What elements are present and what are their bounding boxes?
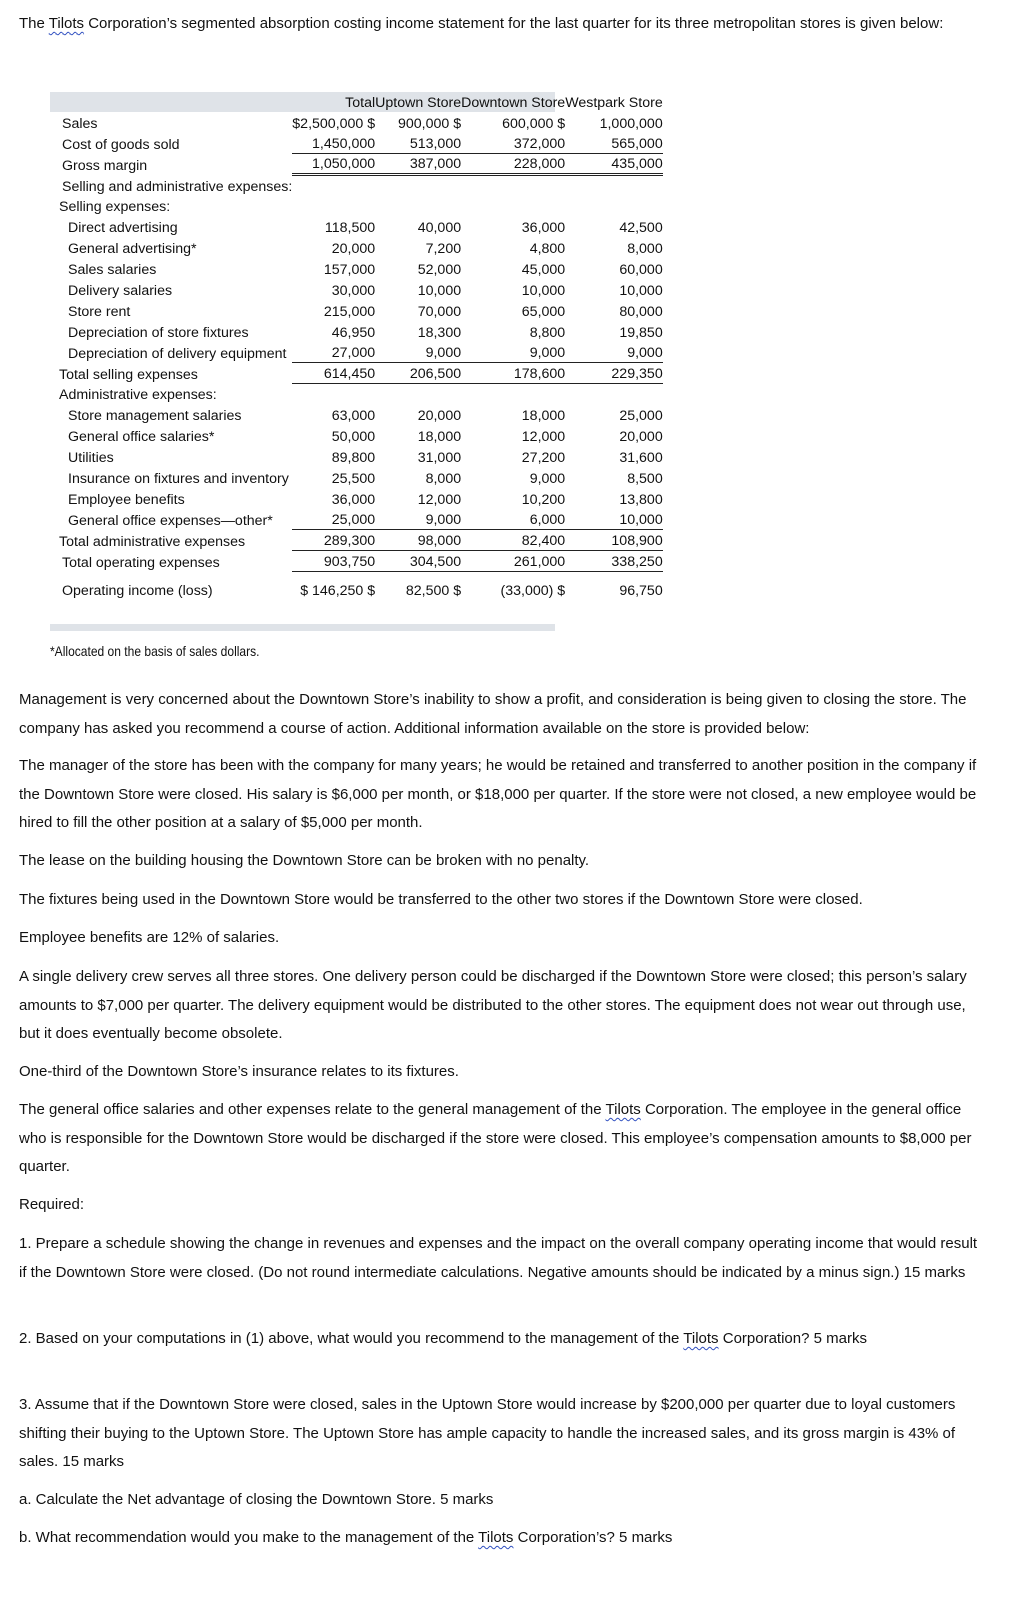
row-value (375, 175, 461, 196)
statement-row (50, 551, 663, 572)
row-value (375, 196, 461, 217)
question-3a: a. Calculate the Net advantage of closing the Downtown Store. 5 marks (19, 1491, 494, 1508)
row-label: Depreciation of store fixtures (68, 324, 249, 341)
statement-footer-band (50, 624, 555, 631)
row-value: 36,000 (331, 491, 376, 508)
row-value: 89,800 (331, 450, 376, 467)
row-label: Depreciation of delivery equipment (68, 345, 287, 362)
row-value: 45,000 (521, 262, 566, 279)
row-value: 52,000 (417, 262, 462, 279)
row-value: 82,500 $ (405, 582, 462, 599)
statement-row (50, 467, 663, 488)
row-label: General advertising* (68, 241, 197, 258)
row-value: 96,750 (619, 582, 663, 599)
row-value: 229,350 (565, 363, 663, 384)
row-value: 20,000 (417, 408, 462, 425)
statement-row (50, 196, 663, 217)
statement-row (50, 509, 663, 530)
column-header: Downtown Store (461, 95, 566, 111)
row-value: 10,000 (521, 283, 566, 300)
statement-row (50, 572, 663, 600)
paragraph-fixtures: The fixtures being used in the Downtown Store would be transferred to the other two stores if the Downtown Store were closed. (19, 891, 863, 908)
row-value (565, 196, 663, 217)
row-value: 304,500 (375, 551, 461, 572)
row-value: 10,200 (521, 491, 566, 508)
statement-row (50, 216, 663, 237)
row-value: $2,500,000 $ (292, 115, 376, 132)
row-value: 50,000 (331, 429, 376, 446)
row-label: Total operating expenses (62, 554, 220, 571)
column-header: Westpark Store (565, 95, 663, 111)
company-name: Tilots (48, 15, 85, 32)
row-value: 13,800 (619, 491, 663, 508)
row-value: 36,000 (521, 220, 566, 237)
column-header: Total (345, 95, 376, 111)
statement-row (50, 363, 663, 384)
row-value: 435,000 (565, 154, 663, 175)
statement-row (50, 384, 663, 405)
row-label: General office expenses—other* (68, 512, 273, 529)
row-label: Cost of goods sold (62, 136, 180, 153)
statement-row (50, 154, 663, 175)
row-value: 30,000 (331, 283, 376, 300)
row-label: Selling expenses: (59, 199, 171, 216)
statement-row (50, 488, 663, 509)
company-name: Tilots (605, 1101, 641, 1118)
row-value: 65,000 (521, 303, 566, 320)
row-value: 12,000 (521, 429, 566, 446)
row-value (565, 175, 663, 196)
column-header: Uptown Store (375, 95, 462, 111)
row-value (292, 384, 375, 405)
row-value: 157,000 (323, 262, 376, 279)
row-value: 98,000 (375, 530, 461, 551)
question-3: 3. Assume that if the Downtown Store were closed, sales in the Uptown Store would increase by $200,000 per quarter due to loyal customers shifting their buying to the Uptown Store. The Uptown Store has ample capacity to handle the increased sales, and its gross margin is 43% of sales. 15 marks (19, 1396, 956, 1470)
row-value: 25,000 (292, 509, 375, 530)
row-label: General office salaries* (68, 429, 215, 446)
paragraph-store-manager: The manager of the store has been with the company for many years; he would be retained and transferred to another position in the company if the Downtown Store were closed. His salary is $6,000 per month, or $18,000 per quarter. If the store were not closed, a new employee would be hired to fill the other position at a salary of $5,000 per month. (19, 757, 977, 831)
row-value (461, 196, 565, 217)
row-label: Operating income (loss) (62, 582, 213, 599)
row-label: Insurance on fixtures and inventory (68, 471, 289, 488)
statement-row (50, 237, 663, 258)
statement-row (50, 342, 663, 363)
row-value: 18,000 (417, 429, 462, 446)
row-value: 25,000 (619, 408, 663, 425)
row-value: 8,000 (627, 241, 663, 258)
row-value: 63,000 (331, 408, 376, 425)
row-value: 600,000 $ (502, 115, 566, 132)
required-heading: Required: (19, 1196, 85, 1213)
row-value (461, 175, 565, 196)
statement-row (50, 425, 663, 446)
row-label: Store rent (68, 303, 131, 320)
question-1: 1. Prepare a schedule showing the change in revenues and expenses and the impact on the overall company operating income that would result if the Downtown Store were closed. (Do not round intermediate calculations. Negative amounts should be indicated by a minus sign.) 15 marks (19, 1235, 978, 1281)
row-value: 18,300 (417, 324, 462, 341)
paragraph-lease: The lease on the building housing the Downtown Store can be broken with no penalty. (19, 852, 590, 869)
paragraph-delivery-crew: A single delivery crew serves all three stores. One delivery person could be discharged if the Downtown Store were closed; this person’s salary amounts to $7,000 per quarter. The delivery equipment would be distributed to the other stores. The equipment does not wear out through use, but it does eventually become obsolete. (19, 968, 967, 1042)
question-3b: b. What recommendation would you make to the management of the Tilots Corporation’s? 5 marks (19, 1529, 673, 1546)
row-value: (33,000) $ (500, 582, 566, 599)
row-value: 9,000 (529, 471, 566, 488)
row-value: 1,050,000 (292, 154, 375, 175)
row-value: 513,000 (375, 133, 461, 154)
row-value (292, 175, 375, 196)
row-value: 118,500 (324, 220, 376, 237)
paragraph-insurance: One-third of the Downtown Store’s insurance relates to its fixtures. (19, 1063, 459, 1080)
row-value: 10,000 (619, 283, 663, 300)
row-value: 9,000 (461, 342, 565, 363)
row-value: 387,000 (375, 154, 461, 175)
row-value: 6,000 (461, 509, 565, 530)
intro-paragraph: The Tilots Corporation’s segmented absorption costing income statement for the last quarter for its three metropolitan stores is given below: (19, 15, 944, 32)
row-value: 4,800 (529, 241, 566, 258)
row-value: 614,450 (292, 363, 375, 384)
row-value: 8,000 (425, 471, 462, 488)
row-value: 31,000 (417, 450, 462, 467)
row-value: 18,000 (521, 408, 566, 425)
row-value: 60,000 (619, 262, 663, 279)
row-value: $ 146,250 $ (300, 582, 376, 599)
row-value: 565,000 (565, 133, 663, 154)
statement-footnote: *Allocated on the basis of sales dollars. (50, 643, 260, 659)
row-value: 9,000 (375, 509, 461, 530)
statement-row (50, 112, 663, 133)
row-value: 31,600 (619, 450, 663, 467)
row-value: 338,250 (565, 551, 663, 572)
row-value: 40,000 (417, 220, 462, 237)
statement-row (50, 175, 663, 196)
row-value: 12,000 (417, 491, 462, 508)
statement-row (50, 279, 663, 300)
row-value: 10,000 (565, 509, 663, 530)
row-value: 1,450,000 (292, 133, 375, 154)
row-value: 261,000 (461, 551, 565, 572)
row-value: 46,950 (331, 324, 376, 341)
row-label: Selling and administrative expenses: (62, 178, 293, 195)
row-label: Direct advertising (68, 220, 178, 237)
statement-row (50, 133, 663, 154)
statement-row (50, 321, 663, 342)
row-value: 25,500 (331, 471, 376, 488)
question-2: 2. Based on your computations in (1) above, what would you recommend to the management of the Tilots Corporation? 5 marks (19, 1330, 867, 1347)
statement-row (50, 404, 663, 425)
row-value: 20,000 (619, 429, 663, 446)
row-value: 10,000 (417, 283, 462, 300)
paragraph-management-concern: Management is very concerned about the Downtown Store’s inability to show a profit, and consideration is being given to closing the store. The company has asked you recommend a course of action. Additional information available on the store is provided below: (19, 691, 967, 737)
row-label: Gross margin (62, 157, 148, 174)
row-label: Sales salaries (68, 262, 157, 279)
row-value: 1,000,000 (599, 115, 663, 132)
row-value: 108,900 (565, 530, 663, 551)
row-label: Total selling expenses (59, 366, 198, 383)
row-value: 9,000 (375, 342, 461, 363)
row-value: 7,200 (425, 241, 462, 258)
row-value: 80,000 (619, 303, 663, 320)
row-value: 206,500 (375, 363, 461, 384)
statement-row (50, 258, 663, 279)
company-name: Tilots (683, 1330, 719, 1347)
row-value: 372,000 (461, 133, 565, 154)
row-value: 178,600 (461, 363, 565, 384)
row-value: 27,000 (292, 342, 375, 363)
row-label: Delivery salaries (68, 283, 173, 300)
income-statement-table (50, 92, 663, 600)
statement-row (50, 446, 663, 467)
row-value: 289,300 (292, 530, 375, 551)
row-value: 27,200 (521, 450, 566, 467)
row-value: 900,000 $ (397, 115, 462, 132)
statement-header-row (50, 92, 663, 112)
statement-row (50, 300, 663, 321)
row-label: Store management salaries (68, 408, 242, 425)
row-label: Utilities (68, 450, 114, 467)
paragraph-employee-benefits: Employee benefits are 12% of salaries. (19, 929, 280, 946)
row-value: 8,800 (529, 324, 566, 341)
row-label: Administrative expenses: (59, 387, 217, 404)
company-name: Tilots (478, 1529, 514, 1546)
row-value: 42,500 (619, 220, 663, 237)
row-label: Total administrative expenses (59, 533, 246, 550)
row-label: Employee benefits (68, 491, 185, 508)
row-value: 20,000 (331, 241, 376, 258)
row-value (461, 384, 565, 405)
row-value: 228,000 (461, 154, 565, 175)
paragraph-general-office: The general office salaries and other expenses relate to the general management of the Tilots Corporation. The employee in the general office who is responsible for the Downtown Store would be discharged if the store were closed. This employee’s compensation amounts to $8,000 per quarter. (19, 1101, 972, 1175)
row-value: 82,400 (461, 530, 565, 551)
row-value: 215,000 (323, 303, 376, 320)
row-value: 903,750 (292, 551, 375, 572)
row-value: 8,500 (627, 471, 663, 488)
row-value: 9,000 (565, 342, 663, 363)
statement-row (50, 530, 663, 551)
row-value (292, 196, 375, 217)
row-value: 19,850 (619, 324, 663, 341)
row-label: Sales (62, 115, 98, 132)
row-value (375, 384, 461, 405)
row-value: 70,000 (417, 303, 462, 320)
row-value (565, 384, 663, 405)
